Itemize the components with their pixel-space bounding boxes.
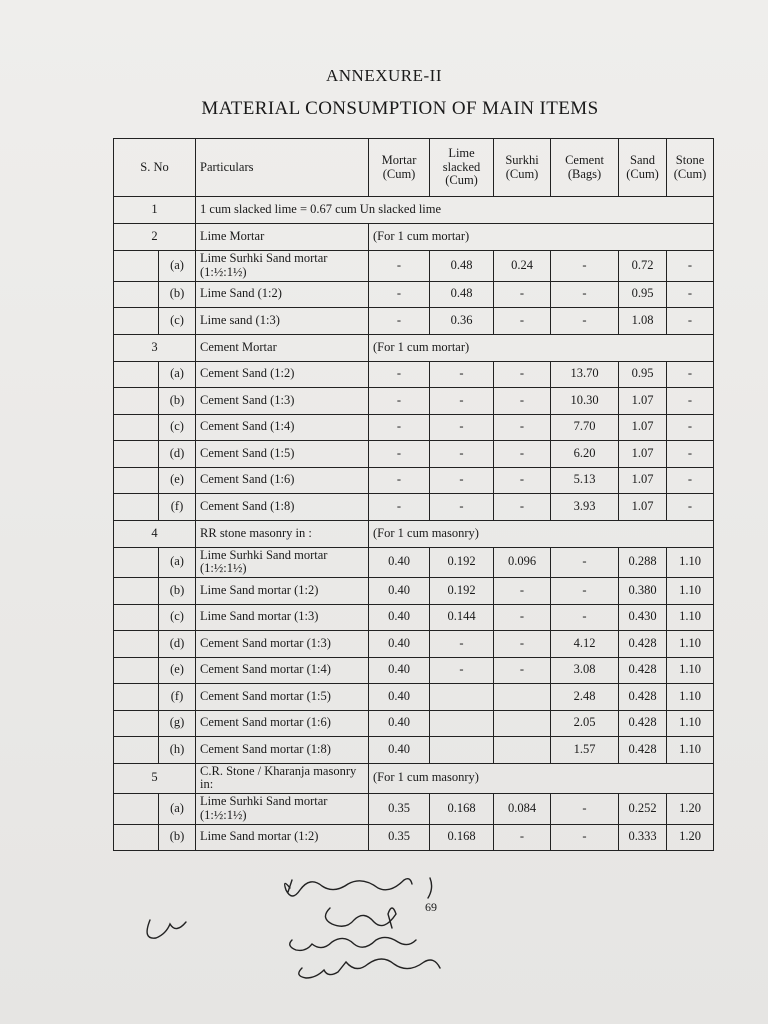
table-row	[114, 631, 714, 658]
cell-mortar: -	[369, 388, 430, 415]
cell-surkhi: -	[494, 657, 551, 684]
cell-surkhi: -	[494, 631, 551, 658]
cell-surkhi: -	[494, 308, 551, 335]
cell-mortar: 0.35	[369, 794, 430, 825]
signature-area	[0, 870, 768, 1024]
section-header-row	[114, 763, 714, 794]
cell-lime: 0.48	[430, 251, 494, 282]
header-mortar: Mortar (Cum)	[369, 139, 430, 197]
cell-sand: 1.07	[619, 414, 667, 441]
row-particulars: Lime Sand (1:2)	[196, 281, 369, 308]
cell-surkhi: -	[494, 494, 551, 521]
table-row	[114, 441, 714, 468]
cell-sand: 1.07	[619, 441, 667, 468]
row-sub-label: (h)	[159, 737, 196, 764]
cell-lime: 0.144	[430, 604, 494, 631]
row-particulars: Cement Sand mortar (1:3)	[196, 631, 369, 658]
cell-stone: -	[667, 467, 714, 494]
signature-stroke	[290, 937, 416, 950]
header-lime: Lime slacked (Cum)	[430, 139, 494, 197]
cell-sand: 0.428	[619, 710, 667, 737]
cell-lime: -	[430, 414, 494, 441]
cell-lime: 0.168	[430, 824, 494, 851]
cell-lime: 0.36	[430, 308, 494, 335]
row-particulars: Lime Sand mortar (1:2)	[196, 824, 369, 851]
empty-cell	[114, 578, 159, 605]
cell-lime: -	[430, 657, 494, 684]
table-row	[114, 281, 714, 308]
signature-stroke	[325, 908, 396, 928]
cell-sand: 0.252	[619, 794, 667, 825]
cell-cement: 3.93	[551, 494, 619, 521]
row-particulars: Lime Surhki Sand mortar (1:½:1½)	[196, 794, 369, 825]
table-row	[114, 361, 714, 388]
cell-cement: 4.12	[551, 631, 619, 658]
cell-stone: 1.10	[667, 684, 714, 711]
cell-sand: 0.430	[619, 604, 667, 631]
cell-mortar: -	[369, 361, 430, 388]
cell-mortar: -	[369, 414, 430, 441]
cell-mortar: -	[369, 494, 430, 521]
cell-sand: 0.428	[619, 631, 667, 658]
cell-mortar: 0.35	[369, 824, 430, 851]
row-particulars: Lime Surhki Sand mortar (1:½:1½)	[196, 251, 369, 282]
section-number: 1	[114, 197, 196, 224]
section-title: 1 cum slacked lime = 0.67 cum Un slacked lime	[196, 197, 714, 224]
empty-cell	[114, 547, 159, 578]
cell-stone: -	[667, 361, 714, 388]
section-header-row	[114, 224, 714, 251]
row-sub-label: (c)	[159, 414, 196, 441]
table-row	[114, 414, 714, 441]
cell-mortar: -	[369, 281, 430, 308]
cell-cement: 2.48	[551, 684, 619, 711]
empty-cell	[114, 414, 159, 441]
annexure-label: ANNEXURE-II	[326, 66, 442, 85]
cell-sand: 0.95	[619, 281, 667, 308]
empty-cell	[114, 824, 159, 851]
cell-sand: 1.07	[619, 467, 667, 494]
page-number: 69	[425, 900, 437, 914]
cell-lime: -	[430, 631, 494, 658]
table-row	[114, 308, 714, 335]
cell-lime	[430, 737, 494, 764]
row-particulars: Cement Sand (1:6)	[196, 467, 369, 494]
row-sub-label: (b)	[159, 578, 196, 605]
row-sub-label: (c)	[159, 308, 196, 335]
cell-surkhi: -	[494, 441, 551, 468]
empty-cell	[114, 737, 159, 764]
cell-lime	[430, 684, 494, 711]
cell-surkhi: -	[494, 824, 551, 851]
section-title: Lime Mortar	[196, 224, 369, 251]
cell-stone: 1.10	[667, 578, 714, 605]
header-stone: Stone (Cum)	[667, 139, 714, 197]
table-row	[114, 824, 714, 851]
section-number: 5	[114, 763, 196, 794]
cell-mortar: -	[369, 467, 430, 494]
material-table	[113, 138, 714, 851]
row-particulars: Cement Sand mortar (1:4)	[196, 657, 369, 684]
cell-surkhi	[494, 684, 551, 711]
row-sub-label: (d)	[159, 631, 196, 658]
empty-cell	[114, 308, 159, 335]
row-sub-label: (e)	[159, 657, 196, 684]
row-particulars: Cement Sand mortar (1:6)	[196, 710, 369, 737]
cell-stone: 1.10	[667, 631, 714, 658]
cell-cement: 2.05	[551, 710, 619, 737]
section-number: 2	[114, 224, 196, 251]
empty-cell	[114, 604, 159, 631]
cell-cement: 3.08	[551, 657, 619, 684]
cell-cement: -	[551, 308, 619, 335]
cell-mortar: -	[369, 308, 430, 335]
cell-sand: 1.08	[619, 308, 667, 335]
cell-sand: 0.428	[619, 657, 667, 684]
row-sub-label: (a)	[159, 794, 196, 825]
cell-cement: 5.13	[551, 467, 619, 494]
cell-cement: 6.20	[551, 441, 619, 468]
row-particulars: Cement Sand mortar (1:8)	[196, 737, 369, 764]
cell-stone: -	[667, 388, 714, 415]
table-row	[114, 657, 714, 684]
header-surkhi: Surkhi (Cum)	[494, 139, 551, 197]
cell-sand: 0.72	[619, 251, 667, 282]
table-row	[114, 494, 714, 521]
row-sub-label: (a)	[159, 251, 196, 282]
cell-cement: 1.57	[551, 737, 619, 764]
section-number: 4	[114, 520, 196, 547]
row-sub-label: (d)	[159, 441, 196, 468]
cell-sand: 0.95	[619, 361, 667, 388]
cell-cement: -	[551, 604, 619, 631]
table-row	[114, 251, 714, 282]
row-particulars: Cement Sand (1:8)	[196, 494, 369, 521]
cell-sand: 0.428	[619, 684, 667, 711]
cell-mortar: 0.40	[369, 547, 430, 578]
cell-surkhi: -	[494, 604, 551, 631]
section-number: 3	[114, 334, 196, 361]
cell-cement: 7.70	[551, 414, 619, 441]
row-sub-label: (f)	[159, 684, 196, 711]
empty-cell	[114, 361, 159, 388]
row-sub-label: (c)	[159, 604, 196, 631]
cell-surkhi: 0.096	[494, 547, 551, 578]
cell-mortar: 0.40	[369, 737, 430, 764]
empty-cell	[114, 388, 159, 415]
cell-sand: 0.380	[619, 578, 667, 605]
row-sub-label: (a)	[159, 361, 196, 388]
cell-mortar: 0.40	[369, 657, 430, 684]
row-particulars: Cement Sand (1:3)	[196, 388, 369, 415]
table-row	[114, 737, 714, 764]
table-row	[114, 578, 714, 605]
cell-cement: -	[551, 281, 619, 308]
header-cement: Cement (Bags)	[551, 139, 619, 197]
section-header-row	[114, 197, 714, 224]
cell-lime: 0.168	[430, 794, 494, 825]
cell-sand: 1.07	[619, 388, 667, 415]
row-sub-label: (g)	[159, 710, 196, 737]
cell-stone: 1.10	[667, 710, 714, 737]
cell-stone: 1.20	[667, 824, 714, 851]
section-header-row	[114, 520, 714, 547]
section-header-row	[114, 334, 714, 361]
table-row	[114, 794, 714, 825]
cell-mortar: 0.40	[369, 578, 430, 605]
empty-cell	[114, 494, 159, 521]
section-title: Cement Mortar	[196, 334, 369, 361]
cell-lime: 0.48	[430, 281, 494, 308]
signature-stroke	[147, 920, 186, 938]
cell-mortar: 0.40	[369, 631, 430, 658]
row-sub-label: (e)	[159, 467, 196, 494]
row-particulars: Lime Sand mortar (1:2)	[196, 578, 369, 605]
empty-cell	[114, 794, 159, 825]
cell-stone: 1.10	[667, 657, 714, 684]
row-sub-label: (a)	[159, 547, 196, 578]
row-sub-label: (f)	[159, 494, 196, 521]
cell-sand: 0.428	[619, 737, 667, 764]
cell-stone: -	[667, 414, 714, 441]
cell-surkhi: -	[494, 388, 551, 415]
cell-lime: -	[430, 361, 494, 388]
cell-lime: -	[430, 441, 494, 468]
row-particulars: Lime Sand mortar (1:3)	[196, 604, 369, 631]
cell-lime: -	[430, 467, 494, 494]
header-row	[114, 139, 714, 197]
cell-lime: -	[430, 494, 494, 521]
cell-stone: -	[667, 441, 714, 468]
cell-cement: -	[551, 794, 619, 825]
cell-surkhi: -	[494, 578, 551, 605]
cell-stone: 1.10	[667, 547, 714, 578]
cell-sand: 0.288	[619, 547, 667, 578]
cell-lime: -	[430, 388, 494, 415]
cell-stone: 1.20	[667, 794, 714, 825]
cell-cement: 10.30	[551, 388, 619, 415]
row-sub-label: (b)	[159, 281, 196, 308]
cell-surkhi: -	[494, 361, 551, 388]
row-particulars: Cement Sand (1:5)	[196, 441, 369, 468]
cell-mortar: -	[369, 441, 430, 468]
cell-surkhi: -	[494, 281, 551, 308]
cell-cement: -	[551, 824, 619, 851]
table-row	[114, 547, 714, 578]
cell-cement: -	[551, 578, 619, 605]
cell-surkhi	[494, 737, 551, 764]
header-particulars: Particulars	[196, 139, 369, 197]
cell-surkhi: 0.24	[494, 251, 551, 282]
header-sno: S. No	[114, 139, 196, 197]
empty-cell	[114, 467, 159, 494]
cell-mortar: 0.40	[369, 604, 430, 631]
section-note: (For 1 cum masonry)	[369, 763, 714, 794]
empty-cell	[114, 657, 159, 684]
empty-cell	[114, 441, 159, 468]
table-row	[114, 388, 714, 415]
cell-stone: -	[667, 494, 714, 521]
section-note: (For 1 cum masonry)	[369, 520, 714, 547]
page-title: MATERIAL CONSUMPTION OF MAIN ITEMS	[201, 98, 599, 119]
row-particulars: Lime Surhki Sand mortar (1:½:1½)	[196, 547, 369, 578]
cell-surkhi: 0.084	[494, 794, 551, 825]
table-row	[114, 710, 714, 737]
empty-cell	[114, 631, 159, 658]
empty-cell	[114, 251, 159, 282]
cell-lime: 0.192	[430, 547, 494, 578]
section-note: (For 1 cum mortar)	[369, 334, 714, 361]
cell-mortar: 0.40	[369, 710, 430, 737]
cell-cement: -	[551, 547, 619, 578]
empty-cell	[114, 684, 159, 711]
section-note: (For 1 cum mortar)	[369, 224, 714, 251]
cell-mortar: -	[369, 251, 430, 282]
cell-stone: 1.10	[667, 737, 714, 764]
cell-stone: 1.10	[667, 604, 714, 631]
empty-cell	[114, 710, 159, 737]
signature-stroke	[285, 879, 412, 896]
cell-stone: -	[667, 308, 714, 335]
cell-sand: 1.07	[619, 494, 667, 521]
empty-cell	[114, 281, 159, 308]
section-title: RR stone masonry in :	[196, 520, 369, 547]
cell-sand: 0.333	[619, 824, 667, 851]
cell-stone: -	[667, 281, 714, 308]
row-particulars: Cement Sand (1:4)	[196, 414, 369, 441]
table-row	[114, 467, 714, 494]
row-sub-label: (b)	[159, 824, 196, 851]
cell-cement: -	[551, 251, 619, 282]
row-particulars: Lime sand (1:3)	[196, 308, 369, 335]
cell-surkhi: -	[494, 414, 551, 441]
cell-surkhi	[494, 710, 551, 737]
row-particulars: Cement Sand (1:2)	[196, 361, 369, 388]
cell-lime	[430, 710, 494, 737]
cell-lime: 0.192	[430, 578, 494, 605]
row-sub-label: (b)	[159, 388, 196, 415]
header-sand: Sand (Cum)	[619, 139, 667, 197]
table-row	[114, 684, 714, 711]
cell-stone: -	[667, 251, 714, 282]
cell-surkhi: -	[494, 467, 551, 494]
cell-cement: 13.70	[551, 361, 619, 388]
signature-stroke	[299, 959, 440, 978]
section-title: C.R. Stone / Kharanja masonry in:	[196, 763, 369, 794]
row-particulars: Cement Sand mortar (1:5)	[196, 684, 369, 711]
table-row	[114, 604, 714, 631]
cell-mortar: 0.40	[369, 684, 430, 711]
